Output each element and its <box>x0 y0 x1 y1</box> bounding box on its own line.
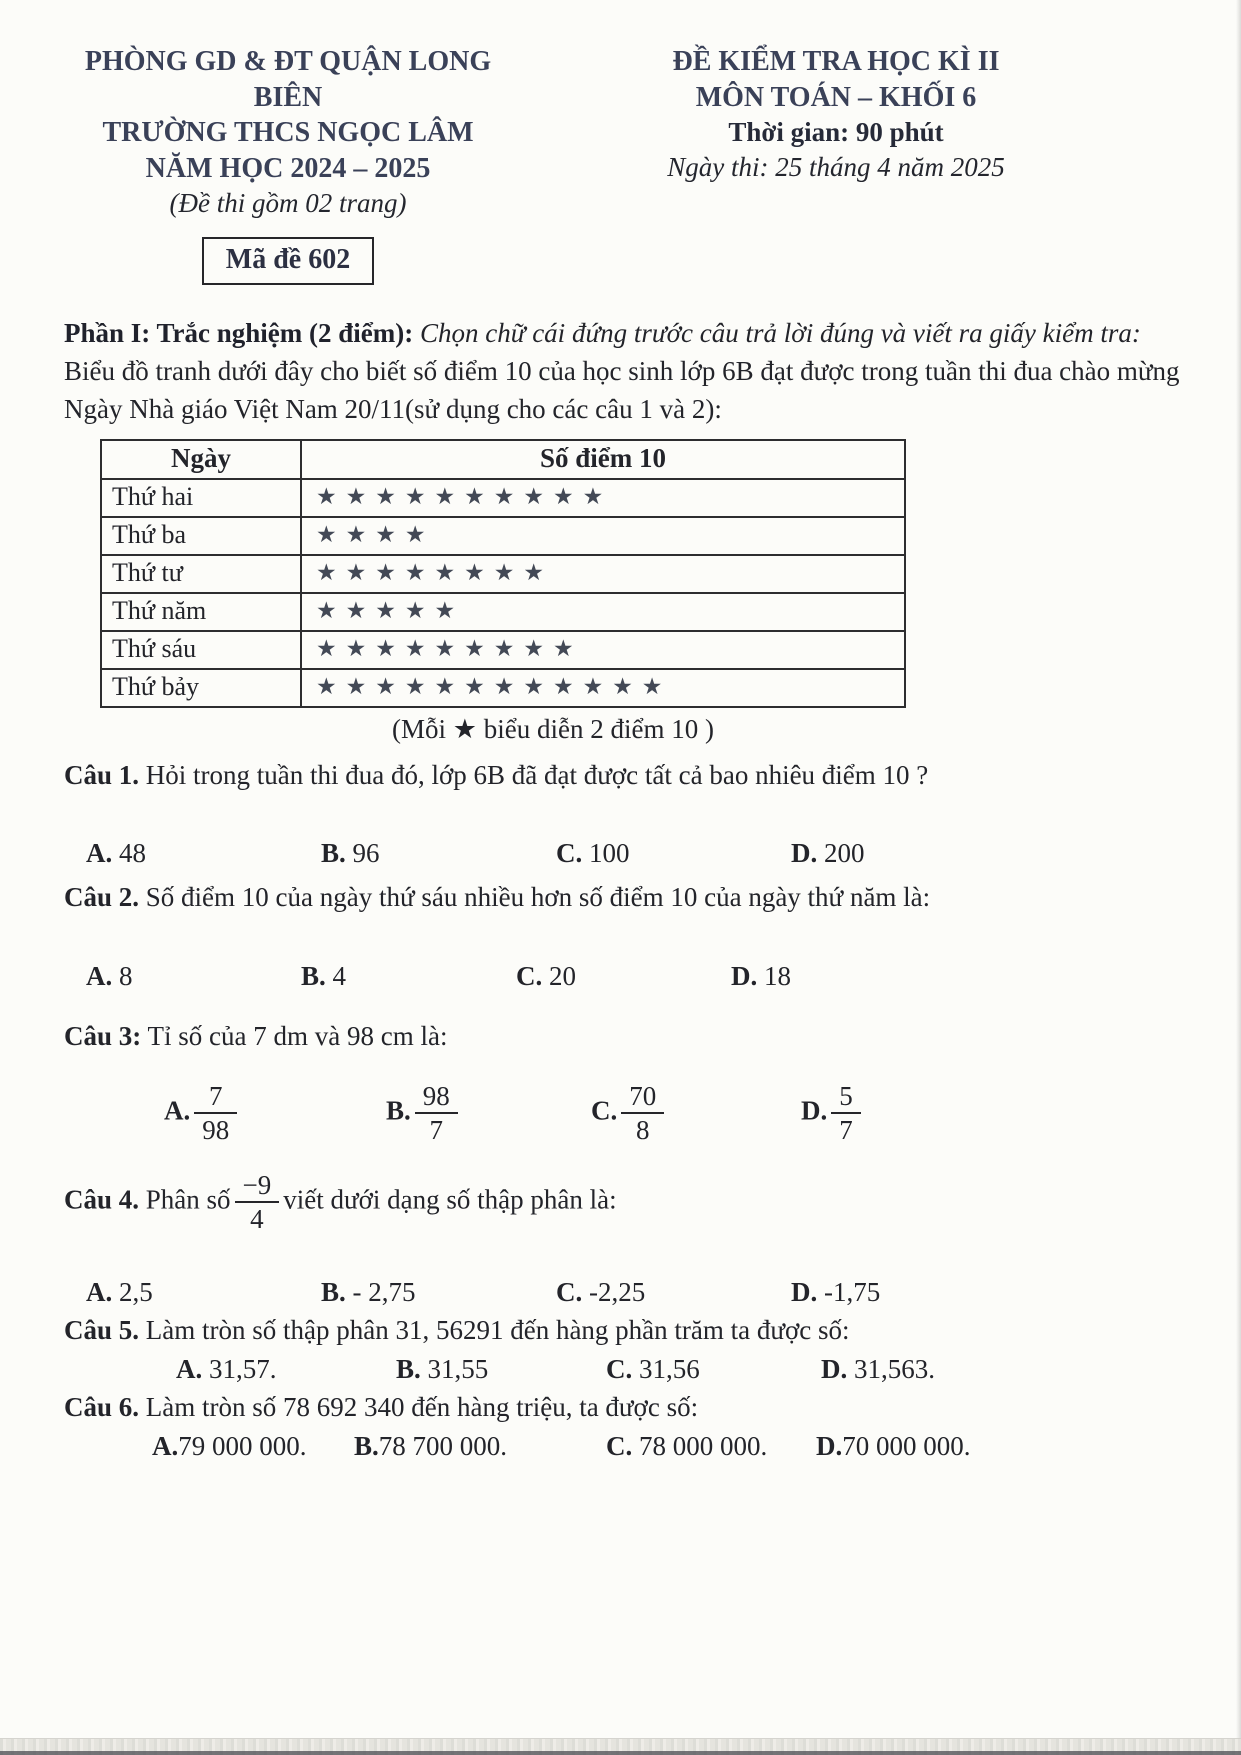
option-c: C. 31,56 <box>606 1354 700 1385</box>
question-2-text: Số điểm 10 của ngày thứ sáu nhiều hơn số điểm 10 của ngày thứ năm là: <box>145 882 931 913</box>
fraction: $\frac{7}{98}$ <box>194 1082 237 1145</box>
question-6 <box>64 1385 1183 1462</box>
question-1-text: Hỏi trong tuần thi đua đó, lớp 6B đã đạt được tất cả bao nhiêu điểm 10 ? <box>145 759 929 790</box>
question-3-label: Câu 3: <box>64 1021 142 1052</box>
column-header-score: Số điểm 10 <box>301 440 905 479</box>
question-2 <box>64 869 1183 992</box>
question-1-stem <box>64 757 1183 795</box>
question-5-stem <box>64 1312 1183 1350</box>
option-b: B. - 2,75 <box>321 1277 416 1308</box>
star-row-friday: ★★★★★★★★★ <box>301 631 905 669</box>
option-d: D. 31,563. <box>821 1354 935 1385</box>
exam-code-box: Mã đề 602 <box>202 237 374 285</box>
option-d: D. $\frac{5}{7}$ <box>801 1082 1183 1145</box>
page-count-note: (Đề thi gồm 02 trang) <box>169 188 407 219</box>
option-d: D. -1,75 <box>791 1277 881 1308</box>
star-row-thursday: ★★★★★ <box>301 593 905 631</box>
column-header-day: Ngày <box>101 440 301 479</box>
option-b: B. 96 <box>321 838 380 869</box>
question-2-label: Câu 2. <box>64 882 140 913</box>
exam-duration: Thời gian: 90 phút <box>728 117 944 148</box>
option-b: B. $\frac{98}{7}$ <box>386 1082 591 1145</box>
question-1-options <box>64 838 1183 869</box>
header-school-block <box>62 44 514 285</box>
day-label: Thứ hai <box>101 479 301 517</box>
exam-title: ĐỀ KIỂM TRA HỌC KÌ II <box>672 46 1000 77</box>
day-label: Thứ sáu <box>101 631 301 669</box>
question-4 <box>64 1145 1183 1309</box>
table-row <box>101 555 905 593</box>
pictograph-intro: Biểu đồ tranh dưới đây cho biết số điểm 10 của học sinh lớp 6B đạt được trong tuần thi đua chào mừng Ngày Nhà giáo Việt Nam 20/11(sử dụng cho các câu 1 và 2): <box>64 356 1180 424</box>
option-c: C. 100 <box>556 838 630 869</box>
exam-date: Ngày thi: 25 tháng 4 năm 2025 <box>667 152 1005 183</box>
option-c: C. -2,25 <box>556 1277 646 1308</box>
scan-artifact-line <box>0 1751 1241 1755</box>
day-label: Thứ năm <box>101 593 301 631</box>
fraction: $\frac{5}{7}$ <box>831 1082 861 1145</box>
question-1 <box>64 757 1183 870</box>
question-4-text-before: Phân số <box>145 1184 231 1215</box>
fraction: $\frac{98}{7}$ <box>415 1082 458 1145</box>
option-b: B. 31,55 <box>396 1354 489 1385</box>
school-year: NĂM HỌC 2024 – 2025 <box>145 152 431 184</box>
option-a: A. $\frac{7}{98}$ <box>164 1082 386 1145</box>
question-1-label: Câu 1. <box>64 759 140 790</box>
question-3-options <box>64 1082 1183 1145</box>
pictograph-table <box>100 439 906 708</box>
department-name: PHÒNG GD & ĐT QUẬN LONG BIÊN <box>84 46 492 113</box>
option-a: A. 8 <box>86 961 133 992</box>
question-3 <box>64 992 1183 1144</box>
question-2-options <box>64 961 1183 992</box>
question-4-stem <box>64 1171 1183 1234</box>
question-4-options <box>64 1277 1183 1308</box>
fraction: $\frac{-9}{4}$ <box>235 1171 280 1234</box>
option-d: D. 18 <box>731 961 791 992</box>
question-4-label: Câu 4. <box>64 1184 140 1215</box>
star-row-monday: ★★★★★★★★★★ <box>301 479 905 517</box>
option-a: A. 31,57. <box>176 1354 277 1385</box>
pictograph-table-wrap <box>100 439 906 745</box>
table-header-row <box>101 440 905 479</box>
page-header <box>0 0 1241 285</box>
day-label: Thứ ba <box>101 517 301 555</box>
question-6-label: Câu 6. <box>64 1392 140 1423</box>
question-2-stem <box>64 879 1183 917</box>
question-5-text: Làm tròn số thập phân 31, 56291 đến hàng phần trăm ta được số: <box>145 1315 850 1346</box>
header-exam-block <box>586 44 1086 285</box>
question-5 <box>64 1308 1183 1385</box>
question-4-text-after: viết dưới dạng số thập phân là: <box>283 1184 617 1215</box>
scan-edge-shadow <box>1236 0 1241 1755</box>
table-row <box>101 669 905 707</box>
option-d: D.70 000 000. <box>816 1431 971 1462</box>
star-row-saturday: ★★★★★★★★★★★★ <box>301 669 905 707</box>
table-row <box>101 479 905 517</box>
part-1-instruction-text: Chọn chữ cái đứng trước câu trả lời đúng và viết ra giấy kiểm tra: <box>419 318 1141 349</box>
day-label: Thứ bảy <box>101 669 301 707</box>
pictograph-legend: (Mỗi ★ biểu diễn 2 điểm 10 ) <box>392 713 714 744</box>
questions-section <box>0 757 1241 1462</box>
part-1-instruction <box>64 315 1183 353</box>
question-6-stem <box>64 1389 1183 1427</box>
table-row <box>101 517 905 555</box>
option-a: A. 2,5 <box>86 1277 153 1308</box>
option-c: C. $\frac{70}{8}$ <box>591 1082 801 1145</box>
option-c: C. 20 <box>516 961 576 992</box>
fraction: $\frac{70}{8}$ <box>621 1082 664 1145</box>
option-c: C. 78 000 000. <box>606 1431 768 1462</box>
star-row-wednesday: ★★★★★★★★ <box>301 555 905 593</box>
part-1-intro <box>0 285 1241 428</box>
option-d: D. 200 <box>791 838 865 869</box>
table-row <box>101 631 905 669</box>
table-row <box>101 593 905 631</box>
option-a: A. 48 <box>86 838 146 869</box>
star-row-tuesday: ★★★★ <box>301 517 905 555</box>
question-6-options <box>64 1431 1183 1462</box>
question-3-stem <box>64 1018 1183 1056</box>
day-label: Thứ tư <box>101 555 301 593</box>
school-name: TRƯỜNG THCS NGỌC LÂM <box>102 117 474 149</box>
exam-subject: MÔN TOÁN – KHỐI 6 <box>695 81 977 113</box>
question-5-options <box>64 1354 1183 1385</box>
question-5-label: Câu 5. <box>64 1315 140 1346</box>
question-3-text: Tỉ số của 7 dm và 98 cm là: <box>147 1021 448 1052</box>
part-1-label: Phần I: Trắc nghiệm (2 điểm): <box>64 318 414 349</box>
question-6-text: Làm tròn số 78 692 340 đến hàng triệu, ta được số: <box>145 1392 699 1423</box>
option-b: B. 4 <box>301 961 347 992</box>
option-b: B.78 700 000. <box>354 1431 508 1462</box>
option-a: A.79 000 000. <box>152 1431 307 1462</box>
